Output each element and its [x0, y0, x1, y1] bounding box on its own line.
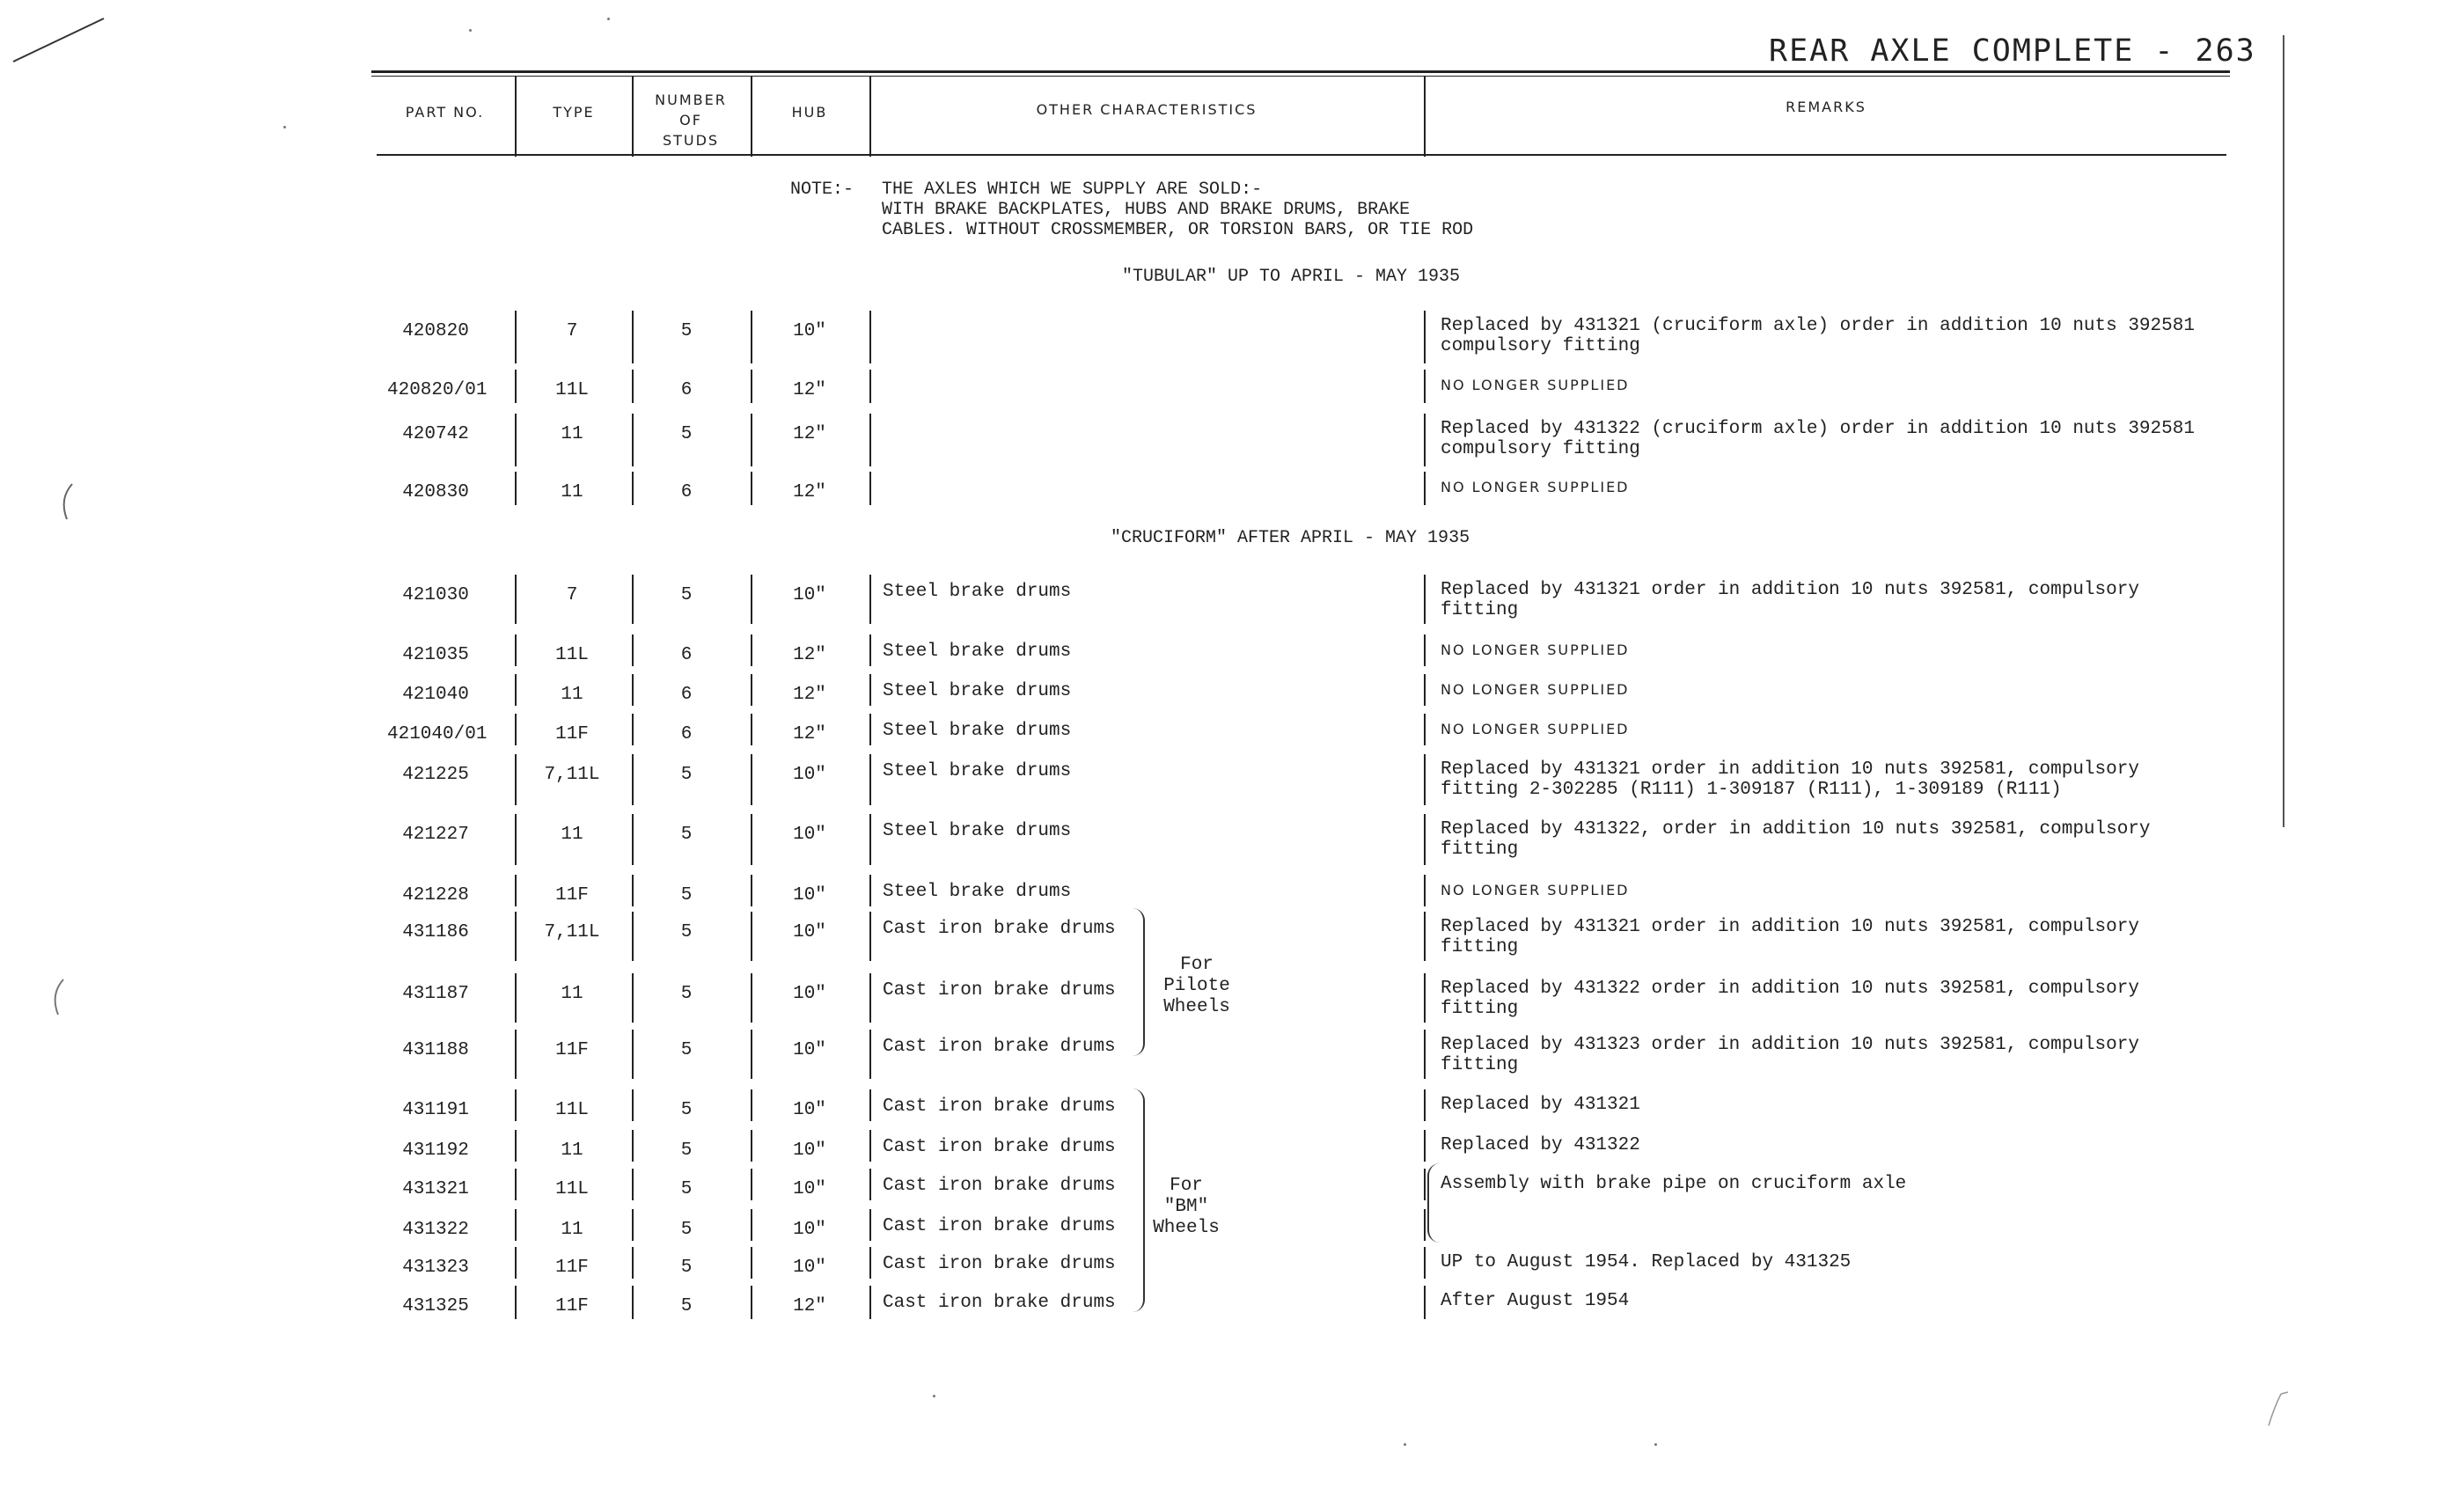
remarks: Replaced by 431322	[1441, 1135, 1640, 1155]
header-bottom-rule	[377, 154, 2226, 156]
part-number: 421225	[402, 765, 469, 785]
axle-type: 11	[561, 1220, 583, 1240]
col-studs: NUMBER OF STUDS	[655, 92, 727, 149]
row-sep-4	[869, 472, 871, 505]
hub-size: 12"	[793, 380, 826, 400]
axle-type: 11F	[555, 724, 589, 744]
other-characteristics: Cast iron brake drums	[883, 1254, 1116, 1274]
part-number: 431191	[402, 1100, 469, 1120]
part-number: 421035	[402, 645, 469, 665]
page-title: REAR AXLE COMPLETE - 263	[1769, 33, 2256, 69]
part-number: 421228	[402, 885, 469, 906]
remarks: Replaced by 431321 order in addition 10 nuts 392581, compulsory fitting 2-302285 (R111) 1-309187 (R111), 1-309189 (R111)	[1441, 759, 2139, 800]
row-sep-4	[869, 1247, 871, 1279]
row-sep-4	[869, 1209, 871, 1241]
brace-remarks-assembly	[1427, 1163, 1440, 1243]
row-sep-5	[1424, 754, 1426, 805]
row-sep-5	[1424, 674, 1426, 706]
hub-size: 12"	[793, 724, 826, 744]
stud-count: 5	[680, 1179, 693, 1199]
row-sep-5	[1424, 1209, 1426, 1241]
row-sep-3	[751, 1030, 752, 1079]
scan-speck	[933, 1395, 935, 1397]
row-sep-5	[1424, 814, 1426, 865]
hub-size: 10"	[793, 1179, 826, 1199]
row-sep-4	[869, 575, 871, 624]
row-sep-2	[632, 1089, 634, 1121]
note-line-2: WITH BRAKE BACKPLATES, HUBS AND BRAKE DRUMS, BRAKE	[882, 200, 1411, 220]
remarks: After August 1954	[1441, 1291, 1630, 1311]
row-sep-1	[515, 912, 517, 961]
row-sep-5	[1424, 973, 1426, 1023]
row-sep-2	[632, 814, 634, 865]
part-number: 421040	[402, 685, 469, 705]
row-sep-5	[1424, 1030, 1426, 1079]
row-sep-1	[515, 1169, 517, 1200]
axle-type: 11F	[555, 1296, 589, 1316]
remarks: Assembly with brake pipe on cruciform axle	[1441, 1174, 1907, 1194]
stud-count: 5	[680, 1296, 693, 1316]
note-line-3: CABLES. WITHOUT CROSSMEMBER, OR TORSION BARS, OR TIE ROD	[882, 220, 1474, 240]
other-characteristics: Cast iron brake drums	[883, 1137, 1116, 1157]
row-sep-1	[515, 973, 517, 1023]
hub-size: 10"	[793, 885, 826, 906]
note-label: NOTE:-	[790, 180, 854, 200]
row-sep-1	[515, 311, 517, 363]
stud-count: 5	[680, 1140, 693, 1161]
row-sep-2	[632, 575, 634, 624]
axle-type: 11	[561, 424, 583, 444]
row-sep-3	[751, 814, 752, 865]
row-sep-4	[869, 1030, 871, 1079]
row-sep-1	[515, 1130, 517, 1162]
row-sep-2	[632, 912, 634, 961]
row-sep-2	[632, 1130, 634, 1162]
stud-count: 6	[680, 482, 693, 502]
row-sep-3	[751, 575, 752, 624]
row-sep-4	[869, 814, 871, 865]
part-number: 431323	[402, 1258, 469, 1278]
hub-size: 10"	[793, 1100, 826, 1120]
part-number: 431322	[402, 1220, 469, 1240]
row-sep-1	[515, 1247, 517, 1279]
scan-edge-mark-1	[55, 480, 81, 524]
remarks: NO LONGER SUPPLIED	[1441, 882, 1630, 898]
part-number: 420830	[402, 482, 469, 502]
remarks: Replaced by 431321 order in addition 10 nuts 392581, compulsory fitting	[1441, 917, 2139, 957]
remarks: NO LONGER SUPPLIED	[1441, 642, 1630, 658]
row-sep-5	[1424, 370, 1426, 403]
row-sep-1	[515, 1030, 517, 1079]
part-number: 431186	[402, 922, 469, 942]
stud-count: 6	[680, 685, 693, 705]
group-pilote-wheels: For Pilote Wheels	[1163, 955, 1230, 1017]
stud-count: 6	[680, 645, 693, 665]
row-sep-2	[632, 1209, 634, 1241]
scan-speck	[607, 18, 610, 20]
row-sep-3	[751, 1247, 752, 1279]
row-sep-1	[515, 754, 517, 805]
scan-pen-mark	[9, 13, 132, 84]
part-number: 421030	[402, 585, 469, 605]
part-number: 420742	[402, 424, 469, 444]
remarks: UP to August 1954. Replaced by 431325	[1441, 1252, 1852, 1272]
row-sep-3	[751, 414, 752, 466]
row-sep-2	[632, 674, 634, 706]
row-sep-2	[632, 754, 634, 805]
remarks: Replaced by 431321 order in addition 10 nuts 392581, compulsory fitting	[1441, 580, 2139, 620]
row-sep-2	[632, 414, 634, 466]
hub-size: 12"	[793, 424, 826, 444]
row-sep-2	[632, 472, 634, 505]
row-sep-5	[1424, 1130, 1426, 1162]
row-sep-1	[515, 575, 517, 624]
hub-size: 10"	[793, 585, 826, 605]
stud-count: 5	[680, 1100, 693, 1120]
remarks: NO LONGER SUPPLIED	[1441, 377, 1630, 393]
scan-speck	[469, 29, 472, 32]
axle-type: 11L	[555, 1100, 589, 1120]
hub-size: 12"	[793, 482, 826, 502]
row-sep-3	[751, 1286, 752, 1319]
row-sep-1	[515, 634, 517, 666]
row-sep-4	[869, 1089, 871, 1121]
row-sep-3	[751, 311, 752, 363]
other-characteristics: Cast iron brake drums	[883, 980, 1116, 1001]
stud-count: 5	[680, 825, 693, 845]
hub-size: 10"	[793, 765, 826, 785]
remarks: NO LONGER SUPPLIED	[1441, 479, 1630, 495]
scan-corner-mark	[2262, 1390, 2297, 1434]
row-sep-4	[869, 634, 871, 666]
part-number: 431321	[402, 1179, 469, 1199]
row-sep-3	[751, 1169, 752, 1200]
row-sep-3	[751, 912, 752, 961]
remarks: Replaced by 431321 (cruciform axle) order in addition 10 nuts 392581 compulsory fitting	[1441, 316, 2195, 356]
part-number: 421040/01	[387, 724, 488, 744]
other-characteristics: Cast iron brake drums	[883, 1096, 1116, 1117]
row-sep-5	[1424, 1286, 1426, 1319]
other-characteristics: Cast iron brake drums	[883, 1293, 1116, 1313]
stud-count: 5	[680, 424, 693, 444]
row-sep-3	[751, 754, 752, 805]
header-sep-1	[515, 76, 517, 157]
other-characteristics: Cast iron brake drums	[883, 1037, 1116, 1057]
row-sep-5	[1424, 1089, 1426, 1121]
row-sep-5	[1424, 472, 1426, 505]
row-sep-4	[869, 973, 871, 1023]
stud-count: 5	[680, 321, 693, 341]
other-characteristics: Steel brake drums	[883, 642, 1072, 662]
row-sep-1	[515, 1286, 517, 1319]
axle-type: 11	[561, 825, 583, 845]
axle-type: 7,11L	[544, 922, 600, 942]
remarks: Replaced by 431322 (cruciform axle) order in addition 10 nuts 392581 compulsory fitting	[1441, 419, 2195, 459]
row-sep-2	[632, 1030, 634, 1079]
header-top-rule	[371, 70, 2230, 73]
row-sep-5	[1424, 575, 1426, 624]
part-number: 421227	[402, 825, 469, 845]
remarks: Replaced by 431322, order in addition 10 nuts 392581, compulsory fitting	[1441, 819, 2151, 860]
row-sep-4	[869, 754, 871, 805]
axle-type: 11L	[555, 645, 589, 665]
axle-type: 11F	[555, 885, 589, 906]
remarks: Replaced by 431322 order in addition 10 nuts 392581, compulsory fitting	[1441, 979, 2139, 1019]
part-number: 420820	[402, 321, 469, 341]
other-characteristics: Cast iron brake drums	[883, 1176, 1116, 1196]
axle-type: 11L	[555, 1179, 589, 1199]
row-sep-2	[632, 1247, 634, 1279]
hub-size: 10"	[793, 1258, 826, 1278]
remarks: Replaced by 431321	[1441, 1095, 1640, 1115]
remarks: NO LONGER SUPPLIED	[1441, 681, 1630, 698]
hub-size: 10"	[793, 825, 826, 845]
row-sep-3	[751, 1209, 752, 1241]
group-bm-wheels: For "BM" Wheels	[1153, 1176, 1220, 1238]
scan-speck	[283, 126, 286, 128]
other-characteristics: Steel brake drums	[883, 882, 1072, 902]
row-sep-1	[515, 714, 517, 745]
scan-speck	[1404, 1443, 1406, 1446]
row-sep-4	[869, 674, 871, 706]
row-sep-2	[632, 875, 634, 906]
stud-count: 5	[680, 922, 693, 942]
axle-type: 11	[561, 685, 583, 705]
section-cruciform: "CRUCIFORM" AFTER APRIL - MAY 1935	[1111, 528, 1470, 548]
other-characteristics: Steel brake drums	[883, 821, 1072, 841]
stud-count: 5	[680, 885, 693, 906]
axle-type: 7	[566, 321, 578, 341]
stud-count: 5	[680, 1258, 693, 1278]
axle-type: 11F	[555, 1040, 589, 1060]
hub-size: 10"	[793, 1140, 826, 1161]
other-characteristics: Cast iron brake drums	[883, 1216, 1116, 1236]
part-number: 420820/01	[387, 380, 488, 400]
axle-type: 11L	[555, 380, 589, 400]
other-characteristics: Cast iron brake drums	[883, 919, 1116, 939]
row-sep-3	[751, 634, 752, 666]
row-sep-5	[1424, 912, 1426, 961]
axle-type: 11	[561, 1140, 583, 1161]
row-sep-3	[751, 370, 752, 403]
stud-count: 6	[680, 380, 693, 400]
note-line-1: THE AXLES WHICH WE SUPPLY ARE SOLD:-	[882, 180, 1263, 200]
row-sep-4	[869, 370, 871, 403]
row-sep-5	[1424, 1247, 1426, 1279]
row-sep-1	[515, 370, 517, 403]
hub-size: 10"	[793, 1040, 826, 1060]
row-sep-4	[869, 1169, 871, 1200]
other-characteristics: Steel brake drums	[883, 721, 1072, 741]
axle-type: 11F	[555, 1258, 589, 1278]
stud-count: 5	[680, 585, 693, 605]
row-sep-3	[751, 875, 752, 906]
other-characteristics: Steel brake drums	[883, 582, 1072, 602]
scan-edge-mark-2	[46, 975, 72, 1019]
row-sep-2	[632, 634, 634, 666]
row-sep-5	[1424, 714, 1426, 745]
row-sep-4	[869, 1286, 871, 1319]
right-margin-line	[2283, 35, 2284, 827]
scan-speck	[1654, 1443, 1657, 1446]
row-sep-1	[515, 1209, 517, 1241]
hub-size: 12"	[793, 685, 826, 705]
col-hub: HUB	[791, 104, 828, 121]
hub-size: 10"	[793, 922, 826, 942]
brace-pilote-wheels	[1131, 908, 1145, 1056]
row-sep-2	[632, 714, 634, 745]
remarks: NO LONGER SUPPLIED	[1441, 721, 1630, 737]
row-sep-4	[869, 714, 871, 745]
stud-count: 6	[680, 724, 693, 744]
hub-size: 10"	[793, 1220, 826, 1240]
row-sep-2	[632, 311, 634, 363]
hub-size: 10"	[793, 321, 826, 341]
row-sep-3	[751, 1130, 752, 1162]
row-sep-5	[1424, 414, 1426, 466]
row-sep-4	[869, 912, 871, 961]
row-sep-3	[751, 1089, 752, 1121]
row-sep-2	[632, 1286, 634, 1319]
other-characteristics: Steel brake drums	[883, 681, 1072, 701]
stud-count: 5	[680, 1220, 693, 1240]
row-sep-1	[515, 472, 517, 505]
header-top-rule-2	[371, 76, 2230, 77]
row-sep-2	[632, 1169, 634, 1200]
row-sep-3	[751, 973, 752, 1023]
row-sep-1	[515, 814, 517, 865]
row-sep-1	[515, 875, 517, 906]
remarks: Replaced by 431323 order in addition 10 nuts 392581, compulsory fitting	[1441, 1035, 2139, 1075]
row-sep-4	[869, 311, 871, 363]
stud-count: 5	[680, 765, 693, 785]
row-sep-4	[869, 875, 871, 906]
row-sep-1	[515, 1089, 517, 1121]
row-sep-3	[751, 472, 752, 505]
axle-type: 11	[561, 984, 583, 1004]
row-sep-5	[1424, 634, 1426, 666]
row-sep-5	[1424, 875, 1426, 906]
part-number: 431325	[402, 1296, 469, 1316]
row-sep-2	[632, 973, 634, 1023]
row-sep-4	[869, 414, 871, 466]
stud-count: 5	[680, 1040, 693, 1060]
col-part-no: PART NO.	[405, 104, 485, 121]
axle-type: 11	[561, 482, 583, 502]
row-sep-2	[632, 370, 634, 403]
section-tubular: "TUBULAR" UP TO APRIL - MAY 1935	[1122, 267, 1461, 287]
stud-count: 5	[680, 984, 693, 1004]
part-number: 431192	[402, 1140, 469, 1161]
row-sep-1	[515, 674, 517, 706]
other-characteristics: Steel brake drums	[883, 761, 1072, 781]
axle-type: 7	[566, 585, 578, 605]
part-number: 431187	[402, 984, 469, 1004]
col-remarks: REMARKS	[1786, 99, 1866, 115]
row-sep-5	[1424, 1169, 1426, 1200]
row-sep-5	[1424, 311, 1426, 363]
hub-size: 12"	[793, 645, 826, 665]
row-sep-3	[751, 674, 752, 706]
hub-size: 10"	[793, 984, 826, 1004]
col-type: TYPE	[553, 104, 595, 121]
row-sep-3	[751, 714, 752, 745]
row-sep-4	[869, 1130, 871, 1162]
hub-size: 12"	[793, 1296, 826, 1316]
axle-type: 7,11L	[544, 765, 600, 785]
part-number: 431188	[402, 1040, 469, 1060]
row-sep-1	[515, 414, 517, 466]
col-other: OTHER CHARACTERISTICS	[1036, 101, 1258, 118]
